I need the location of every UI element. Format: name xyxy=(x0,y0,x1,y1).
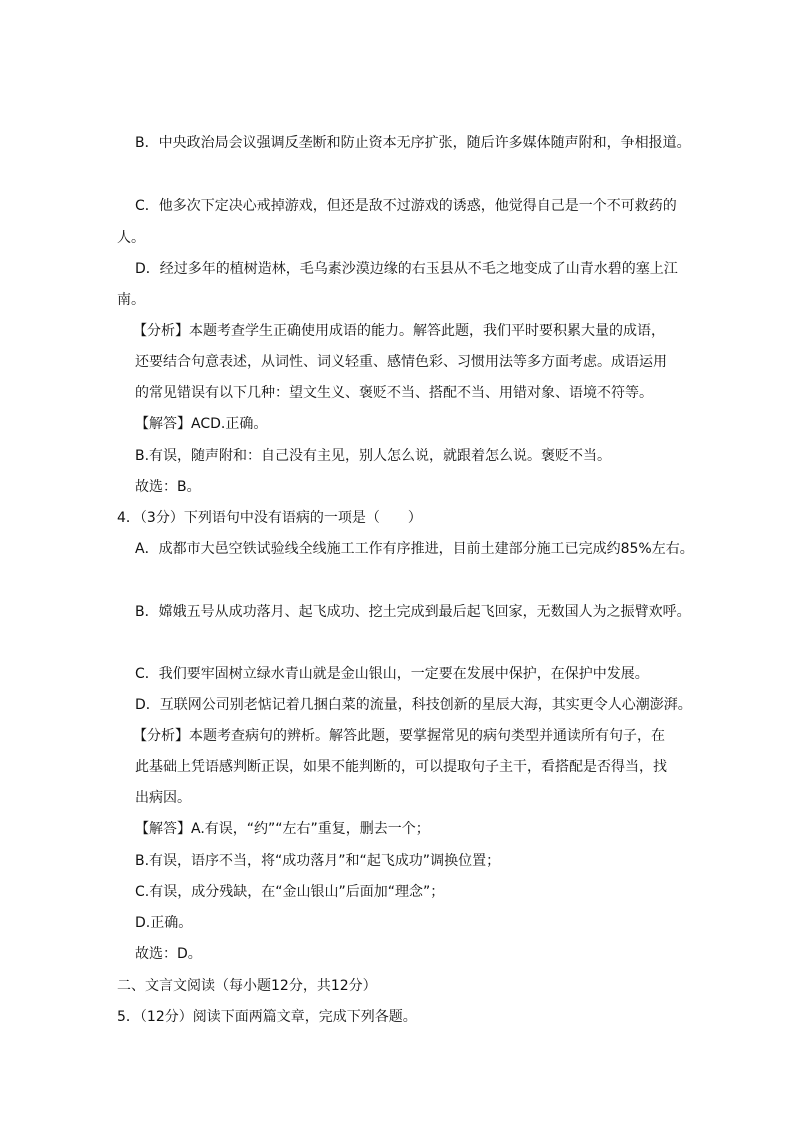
q5-stem: 5．（12分）阅读下面两篇文章，完成下列各题。 xyxy=(117,1009,417,1025)
q3-analysis-line2: 还要结合句意表述，从词性、词义轻重、感情色彩、习惯用法等多方面考虑。成语运用 xyxy=(135,354,667,370)
q4-answer-line2: B.有误，语序不当，将“成功落月”和“起飞成功”调换位置； xyxy=(135,853,501,869)
q4-answer-line1: 【解答】A.有误，“约”“左右”重复，删去一个； xyxy=(135,821,430,837)
q4-answer-line3: C.有误，成分残缺，在“金山银山”后面加“理念”； xyxy=(135,884,445,900)
q3-option-d-line1: D．经过多年的植树造林，毛乌素沙漠边缘的右玉县从不毛之地变成了山青水碧的塞上江 xyxy=(135,261,678,277)
q3-answer-line2: B.有误，随声附和：自己没有主见，别人怎么说，就跟着怎么说。褒贬不当。 xyxy=(135,448,612,464)
q4-option-d: D．互联网公司别老惦记着几捆白菜的流量，科技创新的星辰大海，其实更令人心潮澎湃。 xyxy=(135,697,692,713)
q3-option-d-line2: 南。 xyxy=(117,292,145,308)
q3-answer-line1: 【解答】ACD.正确。 xyxy=(135,416,268,432)
q4-choice: 故选：D。 xyxy=(135,946,202,962)
q3-choice: 故选：B。 xyxy=(135,479,201,495)
q4-analysis-line1: 【分析】本题考查病句的辨析。解答此题，要掌握常见的病句类型并通读所有句子，在 xyxy=(133,728,665,744)
q4-answer-line4: D.正确。 xyxy=(135,915,193,931)
q3-option-c-line2: 人。 xyxy=(117,230,145,246)
q4-analysis-line3: 出病因。 xyxy=(135,790,191,806)
q3-option-c-line1: C．他多次下定决心戒掉游戏，但还是敌不过游戏的诱惑，他觉得自己是一个不可救药的 xyxy=(135,198,677,214)
q3-option-b: B．中央政治局会议强调反垄断和防止资本无序扩张，随后许多媒体随声附和，争相报道。 xyxy=(135,135,691,151)
q4-option-b: B．嫦娥五号从成功落月、起飞成功、挖土完成到最后起飞回家，无数国人为之振臂欢呼。 xyxy=(135,604,691,620)
q4-option-c: C．我们要牢固树立绿水青山就是金山银山，一定要在发展中保护，在保护中发展。 xyxy=(135,666,649,682)
section-title: 二、文言文阅读（每小题12分，共12分） xyxy=(117,978,377,994)
q4-analysis-line2: 此基础上凭语感判断正误，如果不能判断的，可以提取句子主干，看搭配是否得当，找 xyxy=(135,759,667,775)
q3-analysis-line3: 的常见错误有以下几种：望文生义、褒贬不当、搭配不当、用错对象、语境不符等。 xyxy=(135,385,653,401)
q4-option-a: A．成都市大邑空铁试验线全线施工工作有序推进，目前土建部分施工已完成约85%左右。 xyxy=(135,541,694,557)
q4-stem: 4．（3分）下列语句中没有语病的一项是（ ） xyxy=(117,510,422,526)
q3-analysis-line1: 【分析】本题考查学生正确使用成语的能力。解答此题，我们平时要积累大量的成语， xyxy=(133,323,665,339)
